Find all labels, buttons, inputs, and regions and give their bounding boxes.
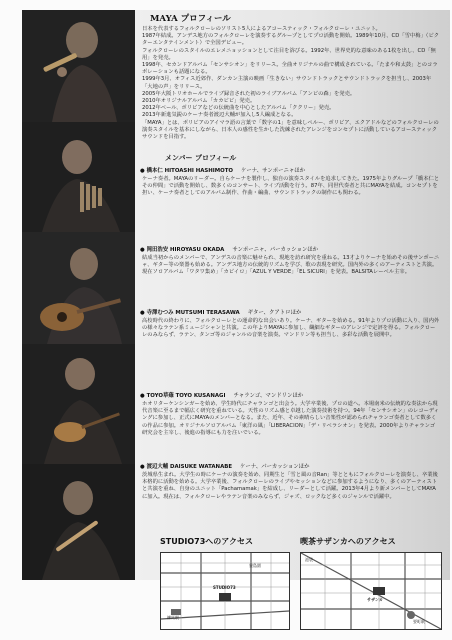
member-header — [140, 168, 305, 175]
profile-paragraph: 1998年、セカンドアルバム「センサシオン」をリリース。全曲オリジナルの曲で構成されている。「たまや和太鼓」とのコラボレーションも話題になる。 — [142, 62, 438, 76]
member-header — [140, 393, 303, 400]
member-name: ● TOYO草薙 TOYO KUSANAGI — [140, 393, 226, 399]
map-label: サザンカ — [367, 597, 383, 602]
member-photo-1 — [22, 10, 135, 122]
profile-paragraph: 日本を代表するフォルクローレのソリスト5人によるアコースティック・フォルクローレ・ユニット。 — [142, 26, 381, 32]
member-bio: 結成当初からのメンバーで、アンデスの音楽に魅せられ、現地を訪れ研究を重ねる。13才よりケーナを始めその後サンポーニャ、ギター等の楽器も始める。アンデス地方の伝統的リズムを学び、歌の表現を研究。国内外の多くのアーティストと共演。現在ソロアルバム「ワタワ集め」「カビイロ」「AZUL Y VERDE」「EL SICURI」を発表。BALSITAレーベル主宰。 — [142, 255, 440, 276]
member-photo-2 — [22, 122, 135, 232]
map-label: 練馬駅 — [167, 615, 179, 620]
photo-strip — [22, 10, 135, 580]
member-role: ケーナ、パーカッションほか — [240, 464, 310, 470]
sazanka-map — [300, 552, 442, 630]
member-photo-4 — [22, 344, 135, 464]
studio73-map — [160, 552, 290, 630]
member-bio: 茨城県生まれ。大学生の時にケーナの演奏を始め、同期生と「雪と風の音Ran」等とともにフォルクローレを演奏し、卒業後本格的に活動を始める。大学卒業後、フォルクローレのライブやセッションなどに参加するようになり、多くのアーティストと共演を重ね、自身のユニット「Pachamamak」を結成し、リーダーとして活躍。2013年4月より新メンバーとしてMAYAに加入。現在は、フォルクローレやラテン音楽のみならず、ジャズ、ロックなど多くのジャンルで活躍中。 — [142, 472, 438, 500]
profile-body — [142, 26, 440, 141]
studio73-access-title: STUDIO73へのアクセス — [160, 537, 254, 546]
member-header — [140, 464, 309, 471]
profile-paragraph: 2005年大阪トリオホールでライブ録音された初のライブアルバム「アンビの森」を発売。 — [142, 90, 356, 97]
profile-heading: MAYA プロフィール — [150, 14, 231, 24]
profile-paragraph: 「MAYA」とは、ボリビアのアイマラ語の言葉で「数字の1」を意味しペルー、ボリビア、エクアドルなどのフォルクローレの演奏スタイルを基本にしながら、日本人の感性を生かした洗練されたアレンジをコンセプトに活動しているアコースティックサウンドを目指す。 — [142, 119, 439, 141]
profile-paragraph: 2012年ベール、ボリビアなどの伝統曲を中心としたアルバム「ククリー」発売。 — [142, 105, 335, 112]
member-photo-3 — [22, 232, 135, 344]
map-label: 池袋 — [305, 557, 313, 562]
profile-paragraph: 2010年オリジナルアルバム「カカビビ」発売。 — [142, 98, 256, 105]
member-header — [140, 247, 318, 254]
member-name: ● 寺澤むつみ MUTSUMI TERASAWA — [140, 310, 240, 316]
member-role: ギター、クアトロほか — [247, 310, 302, 316]
profile-paragraph: フォルクローレのスタイルのエレメニョッションとして注目を浴びる。1992年、世界史的な意味のある1枚を出し、CD「無用」を発売。 — [142, 47, 436, 61]
member-role: チャランゴ、マンドリンほか — [233, 393, 304, 399]
member-role: ケーナ、サンポーニャほか — [241, 168, 306, 174]
member-role: サンポーニャ、パーカッションほか — [232, 247, 319, 253]
map-label: 要町駅 — [413, 619, 425, 624]
profile-paragraph: 1987年結成。アンデス地方のフォルクローレを演奏するグループとしてプロ活動を開始。1989年10月、CD「雪中梅」（ビクターエンタテインメント）で全国デビュー。 — [142, 33, 440, 47]
member-name: ● 岡田浩安 HIROYASU OKADA — [140, 247, 225, 253]
member-bio: ケーナ奏者。MAYAのリーダー。自らケーナを製作し、独自の演奏スタイルを追求してきた。1975年よりグループ「橋本仁とその仲間」で活動を開始し、数多くのコンサート、ライブ活動を行う。87年、同世代奏者と共にMAYAを結成。コンセプトを担い、ケーナ奏者としてのアルバム制作、作曲・編曲、サウンドトラックの制作にも関わる。 — [142, 176, 440, 197]
member-name: ● 渡辺大輔 DAISUKE WATANABE — [140, 464, 233, 470]
member-bio: ホオリターケンシンガーを始め、学生時代にチャランゴと出会う。大学卒業後、プロの道へ。本場南米の伝統的な奏法から現代音楽に至るまで幅広く研究を重ねている。天性のリズム感と卓越した演奏技術を持つ。94年「センサシオン」のレコーディングに参加し、正式にMAYAのメンバーとなる。また、近年、その素晴らしい音楽性が認められチャランゴ奏者として数多くの作品に参加。オリジナルソロアルバム「東洋の風」「LIBERACION」「デ・リベラシオン」を発表。2000年よりチャランゴ研究会を主宰し、後進の指導にも力を注いでいる。 — [142, 401, 440, 436]
member-header — [140, 310, 301, 317]
map-label: 豊島園 — [249, 563, 261, 568]
map-label: STUDIO73 — [213, 585, 236, 590]
member-photo-5 — [22, 464, 135, 580]
profile-paragraph: 2013年新進気鋭のケーナ奏者渡辺大輔が加入し5人編成となる。 — [142, 112, 297, 119]
sazanka-access-title: 喫茶サザンカへのアクセス — [300, 537, 396, 546]
member-name: ● 橋本仁 HITOASHI HASHIMOTO — [140, 168, 233, 174]
members-heading: メンバー プロフィール — [165, 153, 237, 162]
member-bio: 高校時代の終わりに、フォルクローレとの運命的な出会いあり。ケーナ、ギターを始める。91年よりプロ活動に入り、国内外の様々なラテン系ミュージシャンと共演。この年よりMAYAに参加し、繊細なギターのアレンジで定評を得る。フォルクローレのみならず、ラテン、タンゴ等のジャンルの音楽を演奏。マンドリン等も担当し、多彩な活動を展開中。 — [142, 318, 440, 339]
profile-paragraph: 1999年3月、オフィス近郊作、ダンカン主演の映画「生きない」サウンドトラックとサウンドトラックを担当し、2003年「大地の声」をリリース。 — [142, 76, 432, 90]
